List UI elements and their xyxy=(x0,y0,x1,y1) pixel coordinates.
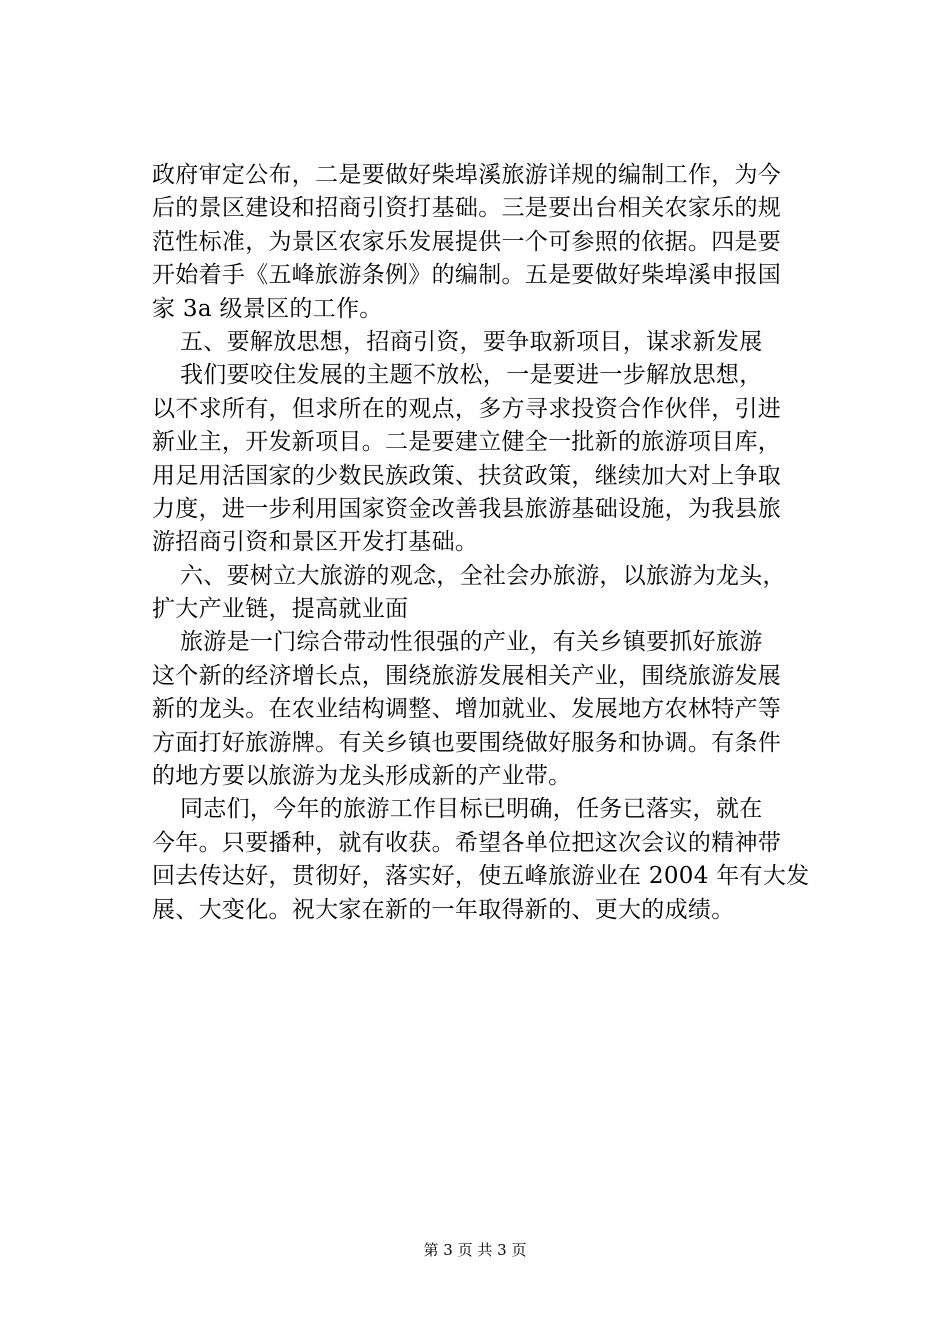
document-body xyxy=(152,159,842,927)
text-line: 方面打好旅游牌。有关乡镇也要围绕做好服务和协调。有条件 xyxy=(152,729,782,756)
paragraph-first-line: 同志们，今年的旅游工作目标已明确，任务已落实，就在 xyxy=(180,796,763,823)
text-line: 展、大变化。祝大家在新的一年取得新的、更大的成绩。 xyxy=(152,896,735,923)
text-line: 力度，进一步利用国家资金改善我县旅游基础设施，为我县旅 xyxy=(152,495,782,522)
text-line: 新业主，开发新项目。二是要建立健全一批新的旅游项目库， xyxy=(152,429,782,456)
paragraph-first-line: 我们要咬住发展的主题不放松，一是要进一步解放思想， xyxy=(180,362,763,389)
text-line: 这个新的经济增长点，围绕旅游发展相关产业，围绕旅游发展 xyxy=(152,662,782,689)
text-line: 开始着手《五峰旅游条例》的编制。五是要做好柴埠溪申报国 xyxy=(152,262,782,289)
paragraph-first-line: 旅游是一门综合带动性很强的产业，有关乡镇要抓好旅游 xyxy=(180,629,763,656)
text-line: 以不求所有，但求所在的观点，多方寻求投资合作伙伴，引进 xyxy=(152,395,782,422)
page-number-footer: 第 3 页 共 3 页 xyxy=(423,1241,527,1259)
text-line: 后的景区建设和招商引资打基础。三是要出台相关农家乐的规 xyxy=(152,195,782,222)
text-line: 今年。只要播种，就有收获。希望各单位把这次会议的精神带 xyxy=(152,829,782,856)
text-line: 用足用活国家的少数民族政策、扶贫政策，继续加大对上争取 xyxy=(152,462,782,489)
text-line: 政府审定公布，二是要做好柴埠溪旅游详规的编制工作，为今 xyxy=(152,162,782,188)
text-line: 游招商引资和景区开发打基础。 xyxy=(152,529,479,556)
text-line: 新的龙头。在农业结构调整、增加就业、发展地方农林特产等 xyxy=(152,696,782,723)
text-line: 家 3a 级景区的工作。 xyxy=(152,295,383,322)
text-line: 回去传达好，贯彻好，落实好，使五峰旅游业在 2004 年有大发 xyxy=(152,863,810,890)
section-heading-5: 五、要解放思想，招商引资，要争取新项目，谋求新发展 xyxy=(180,328,763,355)
section-heading-6: 六、要树立大旅游的观念，全社会办旅游，以旅游为龙头， xyxy=(180,562,786,589)
text-line: 范性标准，为景区农家乐发展提供一个可参照的依据。四是要 xyxy=(152,228,782,255)
section-heading-6-continued: 扩大产业链，提高就业面 xyxy=(152,596,409,623)
text-line: 的地方要以旅游为龙头形成新的产业带。 xyxy=(152,763,572,790)
